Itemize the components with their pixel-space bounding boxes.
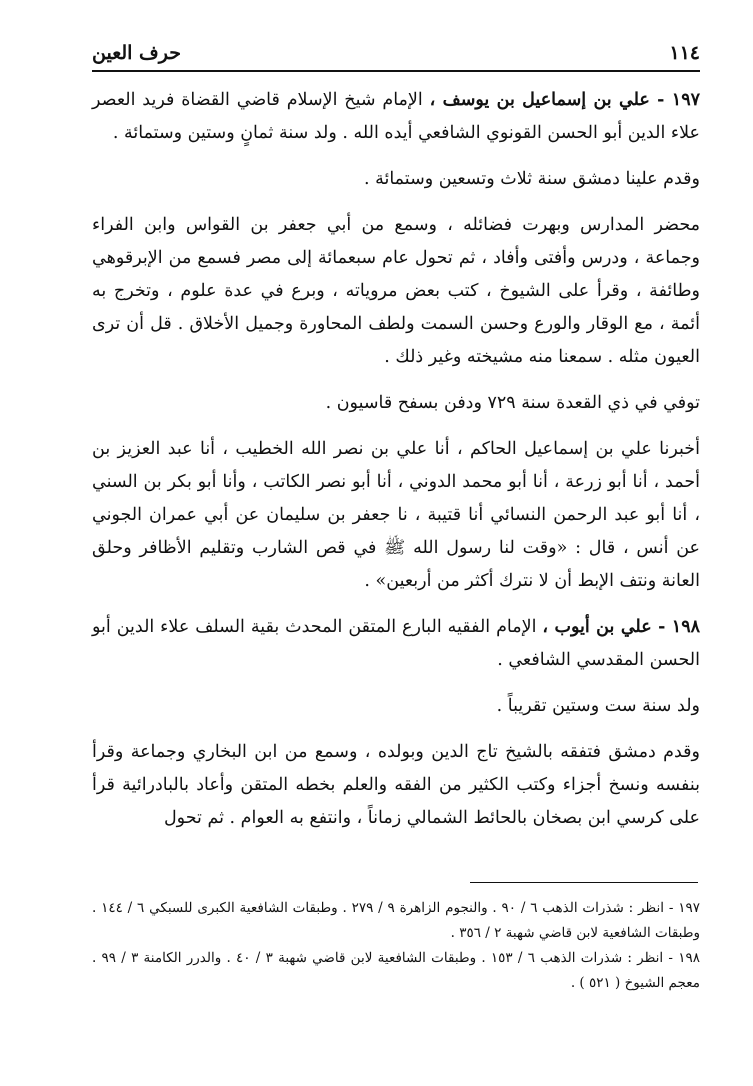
entry-197-intro	[92, 84, 700, 150]
entry-198-text: الإمام الفقيه البارع المتقن المحدث بقية السلف علاء الدين أبو الحسن المقدسي الشافعي .	[92, 617, 700, 670]
entry-197-text: الإمام شيخ الإسلام قاضي القضاة فريد العصر علاء الدين أبو الحسن القونوي الشافعي أيده الله . ولد سنة ثمانٍ وستين وستمائة .	[92, 90, 700, 143]
entry-197-arrival: وقدم علينا دمشق سنة ثلاث وتسعين وستمائة .	[363, 169, 700, 189]
entry-198-heading: ١٩٨ - علي بن أيوب ،	[542, 617, 700, 637]
entry-198-intro	[92, 611, 700, 677]
entry-198-birth: ولد سنة ست وستين تقريباً .	[496, 696, 700, 716]
entry-197-heading: ١٩٧ - علي بن إسماعيل بن يوسف ،	[429, 90, 700, 110]
page-header	[92, 38, 700, 68]
entry-197-hadith: أخبرنا علي بن إسماعيل الحاكم ، أنا علي بن نصر الله الخطيب ، أنا عبد العزيز بن أحمد ، أنا أبو زرعة ، أنا أبو محمد الدوني ، أنا أبو نصر الكاتب ، وأنا أبو بكر بن السني ، أنا أبو عبد الرحمن النسائي أنا قتيبة ، نا جعفر بن سليمان عن أبي عمران الجوني عن أنس ، قال : «وقت لنا رسول الله ﷺ في قص الشارب وتقليم الأظافر وحلق العانة ونتف الإبط أن لا نترك أكثر من أربعين» .	[92, 439, 700, 591]
main-text	[92, 84, 700, 848]
entry-198-biography: وقدم دمشق فتفقه بالشيخ تاج الدين وبولده ، وسمع من ابن البخاري وجماعة وقرأ بنفسه ونسخ أجزاء وكتب الكثير من الفقه والعلم بخطه المتقن وأعاد بالبادرائية قرأ على كرسي ابن بصخان بالحائط الشمالي زماناً ، وانتفع به العوام . ثم تحول	[92, 742, 700, 828]
footnote-rule	[470, 882, 698, 883]
entry-197-death: توفي في ذي القعدة سنة ٧٢٩ ودفن بسفح قاسيون .	[325, 393, 700, 413]
footnote-198: ١٩٨ - انظر : شذرات الذهب ٦ / ١٥٣ . وطبقات الشافعية لابن قاضي شهبة ٣ / ٤٠ . والدرر الكامنة ٣ / ٩٩ . معجم الشيوخ ( ٥٢١ ) .	[92, 950, 700, 991]
footnotes	[92, 896, 700, 996]
header-rule	[92, 70, 700, 72]
footnote-197: ١٩٧ - انظر : شذرات الذهب ٦ / ٩٠ . والنجوم الزاهرة ٩ / ٢٧٩ . وطبقات الشافعية الكبرى للسبكي ٦ / ١٤٤ . وطبقات الشافعية لابن قاضي شهبة ٢ / ٣٥٦ .	[92, 900, 700, 941]
running-title: حرف العين	[92, 42, 181, 64]
entry-197-biography: محضر المدارس وبهرت فضائله ، وسمع من أبي جعفر بن القواس وابن الفراء وجماعة ، ودرس وأفتى وأفاد ، ثم تحول عام سبعمائة إلى مصر فسمع من الإبرقوهي وطائفة ، وقرأ على الشيوخ ، كتب بعض مروياته ، وبرع في عدة علوم ، وتخرج به أئمة ، مع الوقار والورع وحسن السمت ولطف المحاورة وجميل الأخلاق . قل أن ترى العيون مثله . سمعنا منه مشيخته وغير ذلك .	[92, 215, 700, 367]
page-number: ١١٤	[669, 42, 700, 64]
